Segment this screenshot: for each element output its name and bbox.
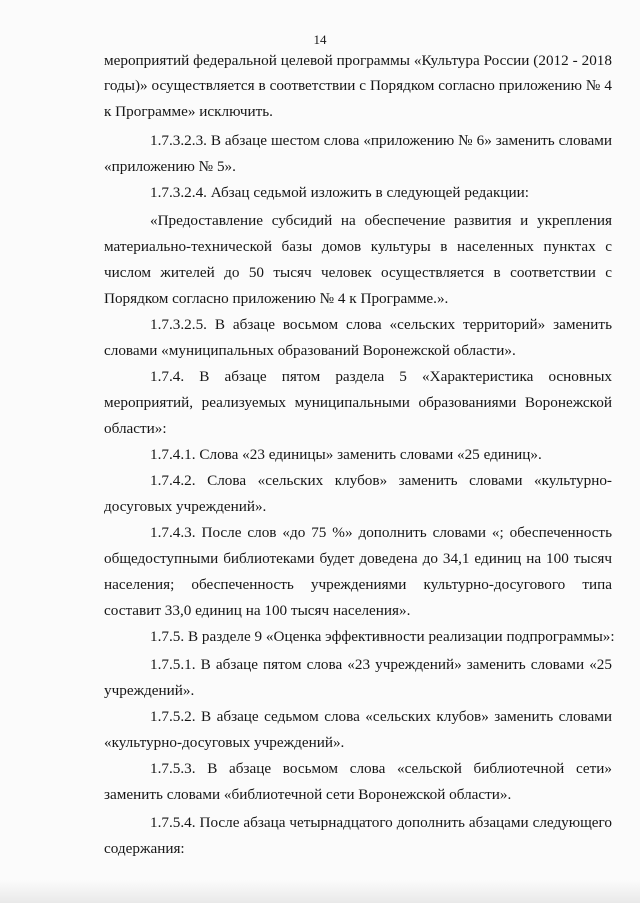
text-line: числом жителей до 50 тысяч человек осуществляется в соответствии с	[104, 264, 612, 281]
text-line: 1.7.4. В абзаце пятом раздела 5 «Характеристика основных	[150, 368, 612, 385]
text-line: «культурно-досуговых учреждений».	[104, 734, 345, 751]
text-line: «Предоставление субсидий на обеспечение развития и укрепления	[150, 212, 612, 229]
text-line: составит 33,0 единиц на 100 тысяч населения».	[104, 602, 411, 619]
text-line: словами «муниципальных образований Воронежской области».	[104, 342, 516, 359]
text-line: 1.7.5.4. После абзаца четырнадцатого дополнить абзацами следующего	[150, 814, 612, 831]
text-line: годы)» осуществляется в соответствии с Порядком согласно приложению № 4	[104, 77, 612, 94]
text-line: мероприятий, реализуемых муниципальными образованиями Воронежской	[104, 394, 612, 411]
text-line: 1.7.4.3. После слов «до 75 %» дополнить словами «; обеспеченность	[150, 524, 612, 541]
text-line: области»:	[104, 420, 167, 437]
text-line: 1.7.3.2.4. Абзац седьмой изложить в следующей редакции:	[150, 184, 529, 201]
text-line: к Программе» исключить.	[104, 103, 273, 120]
text-line: Порядком согласно приложению № 4 к Программе.».	[104, 290, 449, 307]
scan-edge	[0, 880, 640, 903]
text-line: 1.7.4.1. Слова «23 единицы» заменить словами «25 единиц».	[150, 446, 542, 463]
text-line: 1.7.5. В разделе 9 «Оценка эффективности реализации подпрограммы»:	[150, 628, 615, 645]
text-line: 1.7.5.1. В абзаце пятом слова «23 учреждений» заменить словами «25	[150, 656, 612, 673]
text-line: мероприятий федеральной целевой программы «Культура России (2012 - 2018	[104, 52, 612, 69]
text-line: 1.7.3.2.5. В абзаце восьмом слова «сельских территорий» заменить	[150, 316, 612, 333]
text-line: учреждений».	[104, 682, 195, 699]
text-line: заменить словами «библиотечной сети Воронежской области».	[104, 786, 512, 803]
text-line: 1.7.5.2. В абзаце седьмом слова «сельских клубов» заменить словами	[150, 708, 612, 725]
text-line: 1.7.3.2.3. В абзаце шестом слова «приложению № 6» заменить словами	[150, 132, 612, 149]
text-line: материально-технической базы домов культуры в населенных пунктах с	[104, 238, 612, 255]
text-line: населения; обеспеченность учреждениями культурно-досугового типа	[104, 576, 612, 593]
text-line: общедоступными библиотеками будет доведена до 34,1 единиц на 100 тысяч	[104, 550, 612, 567]
text-line: досуговых учреждений».	[104, 498, 267, 515]
text-line: «приложению № 5».	[104, 158, 236, 175]
text-line: 1.7.5.3. В абзаце восьмом слова «сельской библиотечной сети»	[150, 760, 612, 777]
page-number: 14	[313, 32, 327, 47]
text-line: 1.7.4.2. Слова «сельских клубов» заменить словами «культурно-	[150, 472, 612, 489]
text-line: содержания:	[104, 840, 185, 857]
